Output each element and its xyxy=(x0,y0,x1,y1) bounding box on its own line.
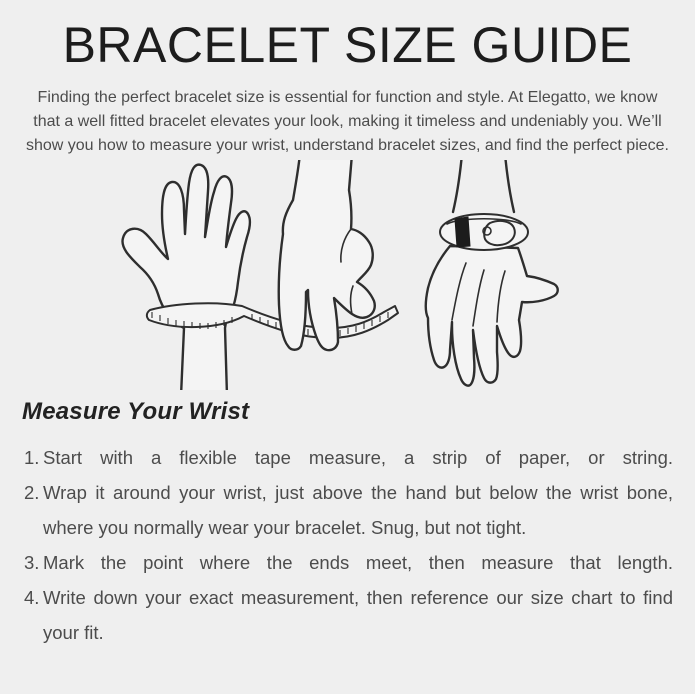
bracelet-hand-illustration xyxy=(426,160,558,386)
open-hand-illustration xyxy=(122,165,249,390)
step-number: 4. xyxy=(24,587,40,608)
step-item-4 xyxy=(24,580,673,650)
step-text: Start with a flexible tape measure, a strip of paper, or string. xyxy=(43,447,673,468)
step-number: 3. xyxy=(24,552,40,573)
step-number: 2. xyxy=(24,482,40,503)
step-text: Write down your exact measurement, then reference our size chart to find your fit. xyxy=(43,587,673,643)
steps-list xyxy=(24,440,673,650)
step-item-1 xyxy=(24,440,673,475)
step-item-2 xyxy=(24,475,673,545)
step-text: Wrap it around your wrist, just above the hand but below the wrist bone, where you normally wear your bracelet. Snug, but not tight. xyxy=(43,482,673,538)
page-title: BRACELET SIZE GUIDE xyxy=(62,17,633,73)
pinching-hand-illustration xyxy=(279,160,375,350)
wrist-measurement-illustration xyxy=(0,160,695,390)
intro-text: Finding the perfect bracelet size is essential for function and style. At Elegatto, we know that a well fitted bracelet elevates your look, making it timeless and undeniably you. We’ll show you how to measure your wrist, understand bracelet sizes, and find the perfect piece. xyxy=(25,89,669,154)
bracelet-illustration xyxy=(440,214,528,250)
step-item-3 xyxy=(24,545,673,580)
step-text: Mark the point where the ends meet, then measure that length. xyxy=(43,552,673,573)
section-heading: Measure Your Wrist xyxy=(22,398,250,425)
step-number: 1. xyxy=(24,447,40,468)
